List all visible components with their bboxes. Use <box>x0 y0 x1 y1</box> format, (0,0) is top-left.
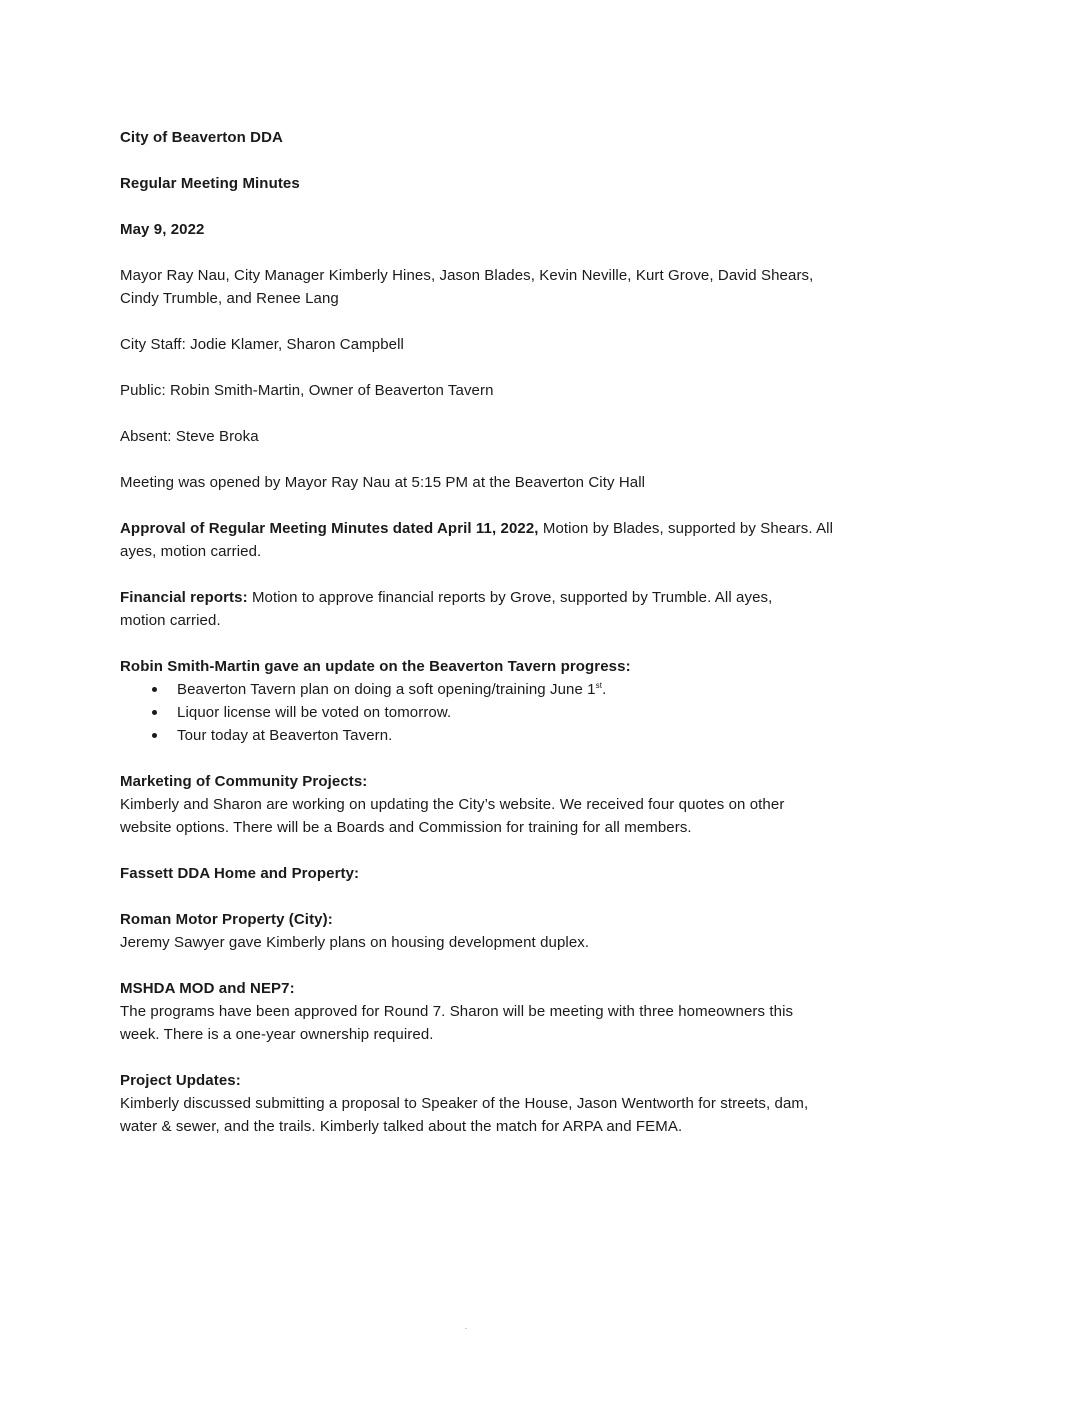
list-item <box>152 678 910 701</box>
document-type: Regular Meeting Minutes <box>120 175 300 192</box>
public-attendees: Public: Robin Smith-Martin, Owner of Beaverton Tavern <box>120 382 494 399</box>
minutes-approval-section <box>120 517 910 563</box>
members-line: Cindy Trumble, and Renee Lang <box>120 290 339 307</box>
members-present <box>120 264 910 310</box>
bullet-icon <box>152 687 157 692</box>
mshda-text: week. There is a one-year ownership required. <box>120 1026 434 1043</box>
mshda-heading: MSHDA MOD and NEP7: <box>120 980 295 997</box>
roman-heading: Roman Motor Property (City): <box>120 911 333 928</box>
tavern-heading: Robin Smith-Martin gave an update on the Beaverton Tavern progress: <box>120 658 631 675</box>
marketing-text: website options. There will be a Boards and Commission for training for all members. <box>120 819 692 836</box>
meeting-opening: Meeting was opened by Mayor Ray Nau at 5:15 PM at the Beaverton City Hall <box>120 474 646 491</box>
bullet-text: Beaverton Tavern plan on doing a soft opening/training June 1 <box>177 681 596 698</box>
projects-text: Kimberly discussed submitting a proposal to Speaker of the House, Jason Wentworth for streets, dam, <box>120 1095 809 1112</box>
org-title: City of Beaverton DDA <box>120 129 283 146</box>
financial-section <box>120 586 910 632</box>
bullet-icon <box>152 733 157 738</box>
members-line: Mayor Ray Nau, City Manager Kimberly Hines, Jason Blades, Kevin Neville, Kurt Grove, David Shears, <box>120 267 814 284</box>
minutes-approval-text: Motion by Blades, supported by Shears. All <box>538 520 834 537</box>
meeting-date: May 9, 2022 <box>120 221 205 238</box>
scan-speck <box>465 1328 467 1329</box>
projects-heading: Project Updates: <box>120 1072 241 1089</box>
minutes-approval-text: ayes, motion carried. <box>120 543 262 560</box>
minutes-approval-line <box>120 517 910 540</box>
marketing-text: Kimberly and Sharon are working on updating the City’s website. We received four quotes on other <box>120 796 785 813</box>
minutes-body <box>120 126 910 1138</box>
fassett-section <box>120 862 910 885</box>
bullet-text: Liquor license will be voted on tomorrow. <box>177 704 452 721</box>
financial-text: motion carried. <box>120 612 221 629</box>
projects-text: water & sewer, and the trails. Kimberly talked about the match for ARPA and FEMA. <box>120 1118 683 1135</box>
list-item <box>152 724 910 747</box>
fassett-heading: Fassett DDA Home and Property: <box>120 865 360 882</box>
marketing-section <box>120 770 910 839</box>
bullet-superscript: st <box>595 681 603 690</box>
financial-text: Motion to approve financial reports by Grove, supported by Trumble. All ayes, <box>247 589 773 606</box>
roman-section <box>120 908 910 954</box>
financial-heading: Financial reports: <box>120 589 248 606</box>
absent-members: Absent: Steve Broka <box>120 428 259 445</box>
tavern-section <box>120 655 910 747</box>
minutes-approval-heading: Approval of Regular Meeting Minutes dated April 11, 2022, <box>120 520 539 537</box>
roman-text: Jeremy Sawyer gave Kimberly plans on housing development duplex. <box>120 934 590 951</box>
bullet-tail: . <box>602 681 607 698</box>
mshda-section <box>120 977 910 1046</box>
city-staff: City Staff: Jodie Klamer, Sharon Campbell <box>120 336 404 353</box>
marketing-heading: Marketing of Community Projects: <box>120 773 368 790</box>
projects-section <box>120 1069 910 1138</box>
tavern-bullet-list <box>120 678 910 747</box>
bullet-text: Tour today at Beaverton Tavern. <box>177 727 393 744</box>
financial-line <box>120 586 910 609</box>
list-item <box>152 701 910 724</box>
bullet-icon <box>152 710 157 715</box>
mshda-text: The programs have been approved for Round 7. Sharon will be meeting with three homeowners this <box>120 1003 794 1020</box>
